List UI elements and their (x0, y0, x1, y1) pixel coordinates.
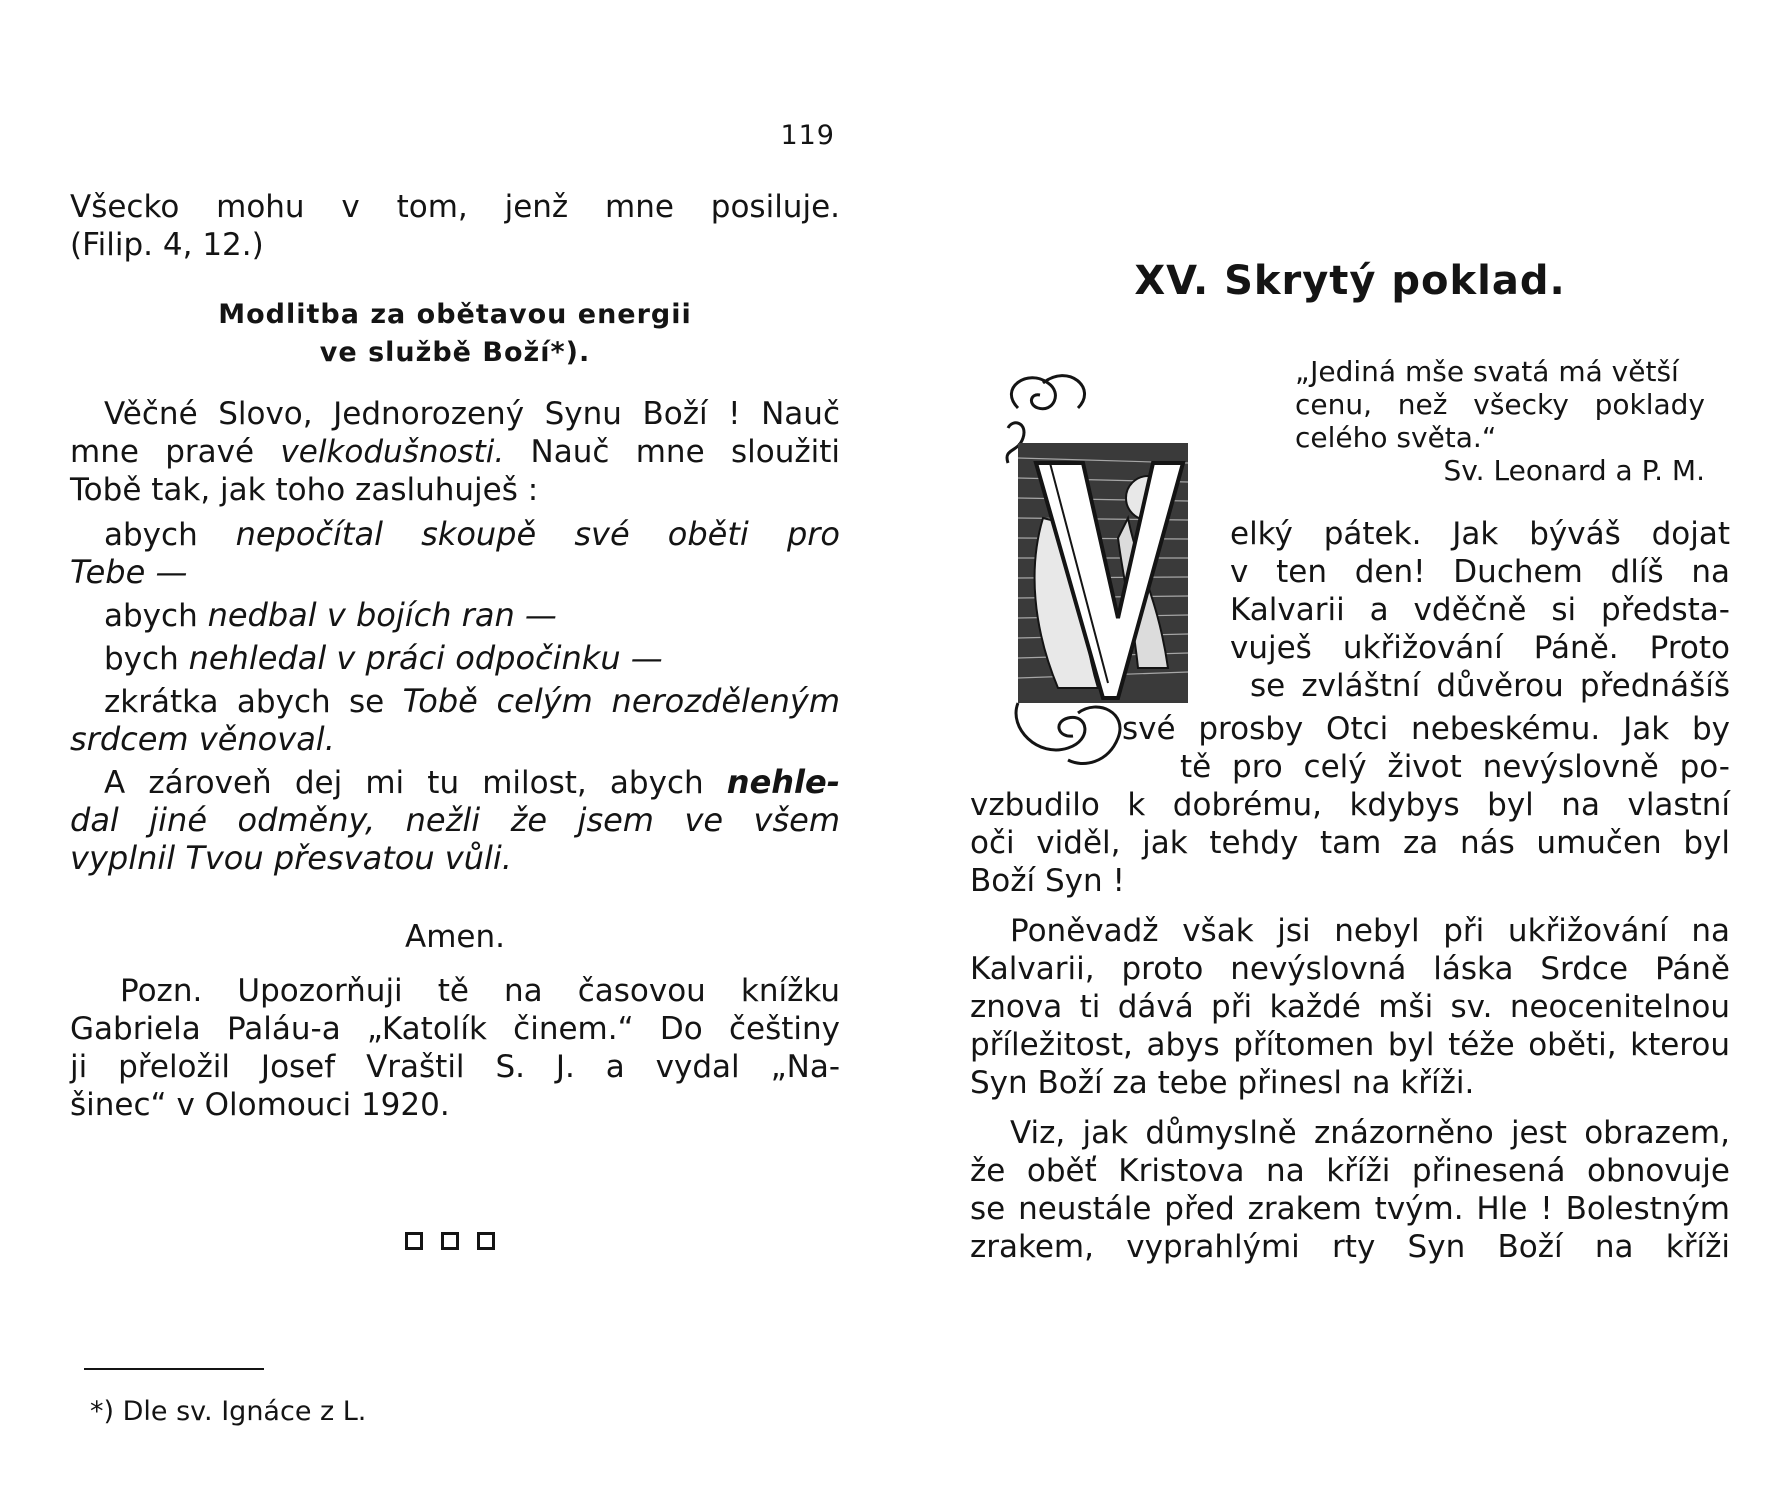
text-line: (Filip. 4, 12.) (70, 227, 264, 263)
footnote: *) Dle sv. Ignáce z L. (90, 1396, 367, 1427)
text-run: abych (104, 517, 236, 553)
text-run: bych (104, 641, 189, 677)
text-line: Kalvarii a vděčně si předsta- (1230, 592, 1730, 628)
text-line: v ten den! Duchem dlíš na (1230, 554, 1730, 590)
prayer-title (70, 296, 840, 372)
epigraph (1295, 355, 1705, 487)
text-line (70, 763, 840, 801)
text-line: že oběť Kristova na kříži přinesená obnovuje (970, 1153, 1730, 1189)
text-line: Viz, jak důmyslně znázorněno jest obrazem, (1010, 1115, 1730, 1151)
text-line: Syn Boží za tebe přinesl na kříži. (970, 1065, 1475, 1101)
text-line: vuješ ukřižování Páně. Proto (1230, 630, 1730, 666)
text-line: vyplnil Tvou přesvatou vůli. (70, 839, 512, 877)
text-line: Poněvadž však jsi nebyl při ukřižování na (1010, 913, 1730, 949)
epigraph-line: „Jediná mše svatá má větší (1295, 355, 1679, 388)
text-run: zkrátka abych se (104, 684, 403, 720)
amen (70, 918, 840, 956)
text-line: Gabriela Paláu-a „Katolík činem.“ Do češtiny (70, 1011, 840, 1047)
text-line: srdcem věnoval. (70, 720, 335, 758)
text-line: Tebe — (70, 553, 188, 591)
text-line: znova ti dává při každé mši sv. neocenitelnou (970, 989, 1730, 1025)
text-line: vzbudilo k dobrému, kdybys byl na vlastní (970, 787, 1730, 823)
opening-verse (70, 188, 840, 264)
footnote-rule (84, 1368, 264, 1370)
text-line: Všecko mohu v tom, jenž mne posiluje. (70, 189, 840, 225)
text-run: abych (104, 598, 208, 634)
prayer-body (70, 395, 840, 509)
text-line: dal jiné odměny, nežli že jsem ve všem (70, 801, 840, 839)
title-line: ve službě Boží*). (319, 337, 591, 368)
text-line: Pozn. Upozorňuji tě na časovou knížku (120, 973, 840, 1009)
text-line (70, 682, 840, 720)
epigraph-line: cenu, než všecky poklady (1295, 388, 1705, 421)
text-line (70, 515, 840, 553)
text-line (70, 433, 840, 471)
text-run: Věčné Slovo, Jednorozený Synu Boží ! Nauč (104, 396, 840, 432)
text-run: A zároveň dej mi tu milost, abych (104, 765, 727, 801)
text-line: ji přeložil Josef Vraštil S. J. a vydal „Na- (70, 1049, 840, 1085)
page-number: 119 (780, 120, 835, 151)
first-paragraph-wrapped (1230, 515, 1730, 705)
note-paragraph (70, 972, 840, 1124)
first-paragraph-continued (970, 710, 1730, 1266)
text-line: Amen. (405, 919, 505, 955)
epigraph-attribution: Sv. Leonard a P. M. (1443, 454, 1705, 487)
text-line: tě pro celý život nevýslovně po- (1180, 749, 1730, 785)
text-line: elký pátek. Jak býváš dojat (1230, 516, 1730, 552)
text-run: mne pravé (70, 434, 281, 470)
right-page (970, 0, 1730, 1500)
title-line: Modlitba za obětavou energii (218, 299, 692, 330)
square-ornament (477, 1232, 495, 1250)
chapter-title: XV. Skrytý poklad. (1134, 258, 1566, 304)
text-line (70, 596, 840, 634)
text-line: Boží Syn ! (970, 863, 1125, 899)
text-line: se zvláštní důvěrou přednášíš (1250, 668, 1730, 704)
square-ornament (441, 1232, 459, 1250)
text-line: šinec“ v Olomouci 1920. (70, 1087, 450, 1123)
italic-run: nepočítal skoupě své oběti pro (235, 515, 840, 553)
text-line: příležitost, abys přítomen byl téže oběti, kterou (970, 1027, 1730, 1063)
text-line: oči viděl, jak tehdy tam za nás umučen byl (970, 825, 1730, 861)
end-ornament (405, 1232, 495, 1250)
text-run: Tobě tak, jak toho zasluhuješ : (70, 472, 539, 508)
italic-run: nehledal v práci odpočinku — (188, 639, 663, 677)
italic-run: nedbal v bojích ran — (207, 596, 557, 634)
italic-run: Tobě celým nerozděleným (402, 682, 841, 720)
text-line (70, 471, 840, 509)
text-line: své prosby Otci nebeskému. Jak by (1122, 711, 1730, 747)
text-line: se neustále před zrakem tvým. Hle ! Bolestným (970, 1191, 1730, 1227)
text-run: Nauč mne sloužiti (504, 434, 841, 470)
square-ornament (405, 1232, 423, 1250)
text-line (70, 395, 840, 433)
text-line: Kalvarii, proto nevýslovná láska Srdce Páně (970, 951, 1730, 987)
italic-run: nehle- (726, 763, 840, 801)
petitions (70, 515, 840, 877)
text-line: zrakem, vyprahlými rty Syn Boží na kříži (970, 1229, 1730, 1265)
epigraph-line: celého světa.“ (1295, 421, 1497, 454)
left-page (70, 0, 840, 1500)
italic-run: velkodušnosti. (280, 434, 505, 470)
text-line (70, 639, 840, 677)
